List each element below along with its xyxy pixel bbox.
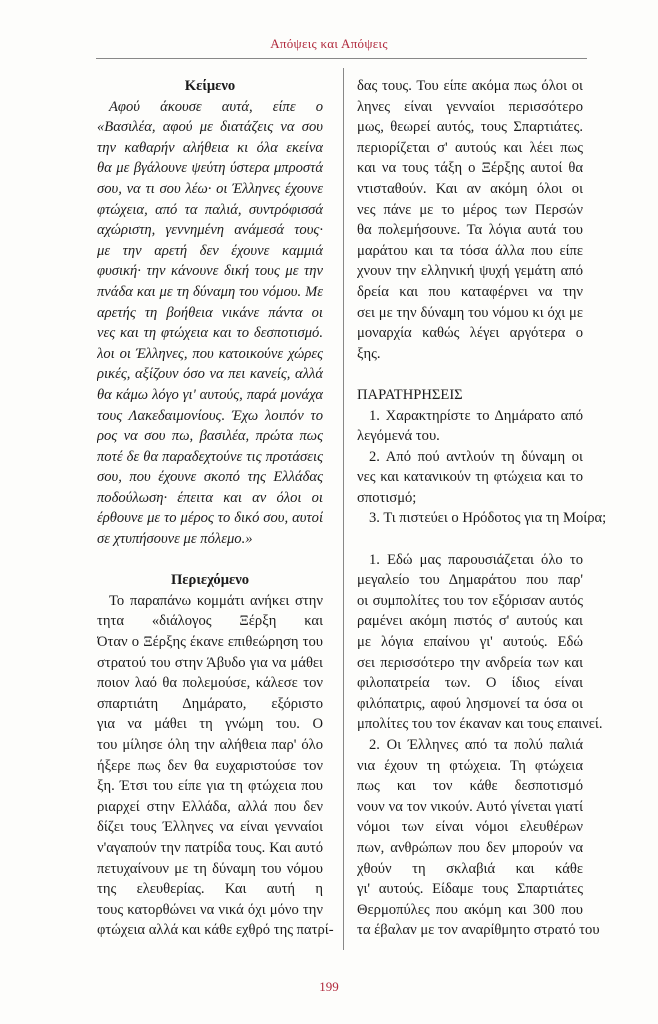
text-line: δίζει τους Έλληνες να είναι γενναίοι xyxy=(97,819,323,836)
text-line: σε χτυπήσουνε με πόλεμο.» xyxy=(97,531,253,548)
text-line: τα έβαλαν με τον αναρίθμητο στρατό του xyxy=(357,922,600,939)
text-line: θα πολεμήσουνε. Τα λόγια αυτά του xyxy=(357,222,583,239)
spacer xyxy=(357,364,583,385)
text-line: πετυχαίνουν με τη δύναμη του νόμου xyxy=(97,860,323,877)
periexomeno-text xyxy=(97,591,334,941)
text-line: στρατού του στην Άβυδο για να μάθει xyxy=(97,654,323,671)
text-line: την καθαρήν αλήθεια κι όλα εκείνα xyxy=(97,139,323,156)
text-line: Θερμοπύλες που ακόμη και 300 που xyxy=(357,901,583,918)
text-line: δας τους. Του είπε ακόμα πως όλοι οι xyxy=(357,78,583,94)
text-line: ποιον λαό θα πολεμούσε, κάλεσε τον xyxy=(97,675,323,692)
running-head: Απόψεις και Απόψεις xyxy=(270,36,388,51)
text-line: περιορίζεται σ' αυτούς και λέει πως xyxy=(357,139,583,156)
text-line: για να μάθει τη γνώμη του. Ο xyxy=(97,716,323,733)
text-line: της ελευθερίας. Και αυτή η xyxy=(97,881,323,898)
left-column xyxy=(97,76,334,941)
text-line: πνάδα και με τη δύναμη του νόμου. Με xyxy=(97,283,323,300)
right-column xyxy=(357,76,607,941)
text-line: 2. Από πού αντλούν τη δύναμη οι xyxy=(369,448,583,465)
keimeno-text xyxy=(97,97,323,550)
text-line: Όταν ο Ξέρξης έκανε επιθεώρηση του xyxy=(97,634,323,651)
text-line: λοι οι Έλληνες, που κατοικούνε χώρες xyxy=(97,345,323,362)
text-line: μως, θεωρεί αυτός, τους Σπαρτιάτες. xyxy=(357,119,583,136)
spacer xyxy=(357,529,583,550)
text-line: σου, να τι σου λέω· οι Έλληνες έχουνε xyxy=(97,180,323,197)
text-line: χνουν την ελληνική ψυχή γεμάτη από xyxy=(357,263,583,280)
text-line: ήξερε πως δεν θα ευχαριστούσε τον xyxy=(97,757,323,774)
text-line: και να τους τάξη ο Ξέρξης αυτοί θα xyxy=(357,160,583,177)
text-line: σποτισμό; xyxy=(357,489,417,506)
text-line: πως και τον κάθε δεσποτισμό xyxy=(357,778,583,795)
text-line: σπαρτιάτη Δημάρατο, εξόριστο xyxy=(97,695,323,712)
text-line: πων, ανθρώπων που δεν μπορούν να xyxy=(357,839,583,856)
text-line: θα με βγάλουνε ψεύτη ύστερα μπροστά xyxy=(97,160,323,177)
text-line: ληνες είναι γενναίοι περισσότερο xyxy=(357,98,583,115)
text-line: χθούν τη σκλαβιά και κάθε xyxy=(357,860,583,877)
text-line: 1. Χαρακτηρίστε το Δημάρατο από xyxy=(369,407,583,424)
text-line: μεγαλείο του Δημαράτου που παρ' xyxy=(357,572,583,589)
page-number: 199 xyxy=(319,979,339,994)
text-line: 2. Οι Έλληνες από τα πολύ παλιά xyxy=(369,737,583,753)
text-line: γι' αυτούς. Είδαμε τους Σπαρτιάτες xyxy=(357,881,583,898)
text-line: οι συμπολίτες του τον εξόρισαν αυτός xyxy=(357,592,583,609)
questions-list xyxy=(357,406,607,530)
column-divider xyxy=(343,68,344,950)
text-line: «Βασιλέα, αφού με διατάζεις να σου xyxy=(97,119,323,136)
text-line: ξης. xyxy=(357,345,381,362)
text-line: δρεία και που καταφέρνει να την xyxy=(357,283,583,300)
heading-paratiriseis: ΠΑΡΑΤΗΡΗΣΕΙΣ xyxy=(357,386,463,403)
header-rule xyxy=(96,58,587,59)
text-line: λεγόμενά του. xyxy=(357,428,440,445)
text-line: ρος να σου πω, βασιλέα, πρώτα πως xyxy=(97,428,323,445)
text-line: νια έχουν τη φτώχεια. Τη φτώχεια xyxy=(357,757,583,774)
text-line: ν'αγαπούν την πατρίδα τους. Και αυτό xyxy=(97,839,323,856)
text-line: θα κάμω λόγο γι' αυτούς, παρά μονάχα xyxy=(97,386,323,403)
heading-keimeno: Κείμενο xyxy=(184,78,236,94)
text-line: φιλόπατρις, αφού λησμονεί τα όσα οι xyxy=(357,695,583,712)
text-line: ριαρχεί στην Ελλάδα, αλλά που δεν xyxy=(97,798,323,815)
text-line: νες και τη φτώχεια και το δεσποτισμό. xyxy=(97,325,323,342)
text-line: με την αρετή δεν έχουνε καμμιά xyxy=(97,242,323,259)
text-line: ντισταθούν. Και αν ακόμη όλοι οι xyxy=(357,180,583,197)
text-line: 1. Εδώ μας παρουσιάζεται όλο το xyxy=(369,551,583,568)
text-line: Αφού άκουσε αυτά, είπε ο xyxy=(109,98,323,115)
text-line: νες πάνε με το μέρος των Περσών xyxy=(357,201,583,218)
text-line: μπολίτες του τον έκαναν και τους επαινεί. xyxy=(357,716,603,733)
text-line: 3. Τι πιστεύει ο Ηρόδοτος για τη Μοίρα; xyxy=(369,510,607,527)
heading-periexomeno: Περιεχόμενο xyxy=(170,572,250,589)
text-line: ραμένει ακόμη πιστός σ' αυτούς και xyxy=(357,613,583,630)
text-line: τους Λακεδαιμονίους. Έχω λοιπόν το xyxy=(97,407,323,424)
text-line: τητα «διάλογος Ξέρξη και xyxy=(97,613,323,630)
text-line: σει με την δύναμη του νόμου κι όχι με xyxy=(357,304,583,321)
text-line: τους κατορθώνει να νικά όχι μόνο την xyxy=(97,901,323,918)
text-line: αχώριστη, γεννημένη ανάμεσά τους· xyxy=(97,222,323,239)
text-line: νόμοι των είναι νόμοι ελευθέρων xyxy=(357,819,583,836)
text-line: αρετής τη βοήθεια νικάνε πάντα οι xyxy=(97,304,323,321)
text-line: ποτέ δε θα παραδεχτούνε τις προτάσεις xyxy=(97,448,323,465)
text-line: νες και κατανικούν τη φτώχεια και το xyxy=(357,469,583,486)
text-line: φιλοπατρεία των. Ο ίδιος είναι xyxy=(357,675,583,692)
text-line: φυσική· την κάνουνε δική τους με την xyxy=(97,263,323,280)
text-line: σου, που έχουνε σκοπό της Ελλάδας xyxy=(97,469,323,486)
text-line: ποδούλωση· έπειτα και αν όλοι οι xyxy=(97,489,323,506)
continuation-text xyxy=(357,76,583,364)
text-line: με λόγια επαίνου γι' αυτούς. Εδώ xyxy=(357,634,583,651)
text-line: ρικές, αξίζουν όσο να πει κανείς, αλλά xyxy=(97,366,323,383)
text-line: νουν να τον νικούν. Αυτό γίνεται γιατί xyxy=(357,798,583,815)
text-line: φτώχεια, από τα παλιά, συντρόφισσά xyxy=(97,201,323,218)
spacer xyxy=(97,550,323,571)
text-line: φτώχεια αλλά και κάθε εχθρό της πατρί- xyxy=(97,922,334,939)
text-line: Το παραπάνω κομμάτι ανήκει στην xyxy=(109,592,323,609)
text-line: μαράτου και τα τόσα άλλα που είπε xyxy=(357,242,583,259)
text-line: έρθουνε με το μέρος το δικό σου, αυτοί xyxy=(97,510,323,527)
answers-text xyxy=(357,550,603,941)
text-line: ξη. Έτσι του είπε για τη φτώχεια που xyxy=(97,778,323,795)
text-line: του μίλησε όλη την αλήθεια παρ' όλο xyxy=(97,737,323,753)
text-line: μοναρχία καθώς λέγει αργότερα ο xyxy=(357,325,583,342)
text-line: σει περισσότερο την ανδρεία των και xyxy=(357,654,583,671)
